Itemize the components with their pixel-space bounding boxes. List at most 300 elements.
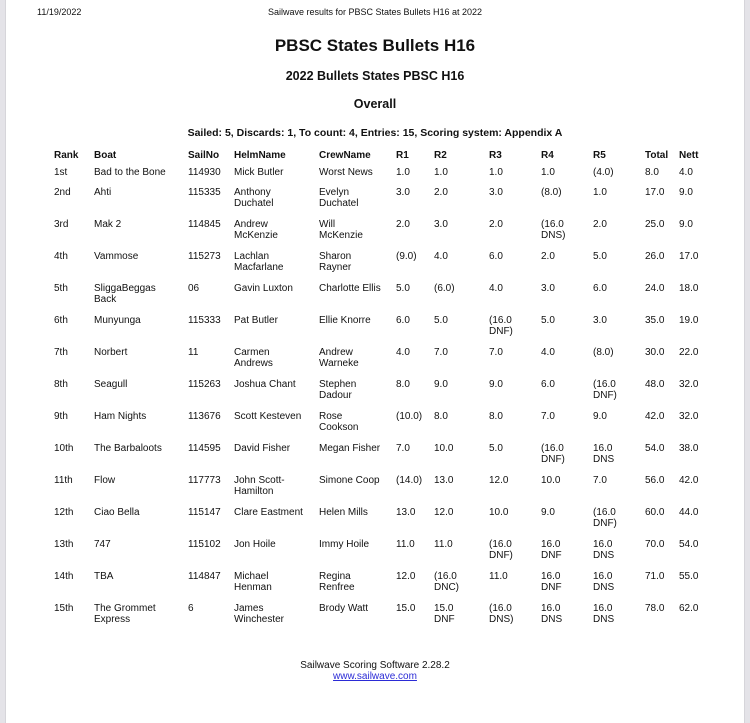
race-1-value: 3.0 — [396, 187, 410, 198]
race-1-value: 11.0 — [396, 539, 415, 550]
nett-value: 22.0 — [679, 347, 699, 358]
cell-race-1 — [396, 507, 434, 539]
sail-number-value: 115263 — [188, 379, 221, 390]
race-4-value: 1.0 — [541, 167, 555, 178]
cell-boat — [94, 315, 188, 347]
race-5-value: 1.0 — [593, 187, 607, 198]
table-row — [50, 379, 713, 411]
rank-value: 8th — [54, 379, 68, 390]
cell-race-4 — [541, 571, 593, 603]
race-3-value: 10.0 — [489, 507, 509, 518]
race-1-value: 5.0 — [396, 283, 410, 294]
column-header-race-3: R3 — [489, 150, 502, 161]
cell-boat — [94, 571, 188, 603]
rank-value: 13th — [54, 539, 74, 550]
race-4-value: 16.0 DNS — [541, 603, 563, 625]
rank-value: 1st — [54, 167, 68, 178]
cell-total — [645, 443, 679, 475]
race-1-value: 15.0 — [396, 603, 416, 614]
sail-number-value: 115102 — [188, 539, 221, 550]
nett-value: 9.0 — [679, 219, 693, 230]
sail-number-value: 115273 — [188, 251, 221, 262]
cell-race-3 — [489, 187, 541, 219]
race-5-value: (16.0 DNF) — [593, 507, 617, 529]
race-2-value: 4.0 — [434, 251, 448, 262]
cell-helm-name — [234, 411, 319, 443]
table-row — [50, 411, 713, 443]
race-1-value: (10.0) — [396, 411, 423, 422]
race-5-value: 7.0 — [593, 475, 607, 486]
nett-value: 19.0 — [679, 315, 699, 326]
cell-race-3 — [489, 603, 541, 635]
cell-crew-name — [319, 603, 396, 635]
cell-rank — [50, 603, 94, 635]
cell-race-2 — [434, 603, 489, 635]
cell-helm-name — [234, 475, 319, 507]
race-2-value: 7.0 — [434, 347, 448, 358]
cell-race-1 — [396, 603, 434, 635]
column-header-helm-name: HelmName — [234, 150, 286, 161]
cell-race-3 — [489, 443, 541, 475]
sail-number-value: 06 — [188, 283, 200, 294]
cell-crew-name — [319, 571, 396, 603]
race-2-value: (6.0) — [434, 283, 455, 294]
cell-nett — [679, 167, 713, 187]
cell-rank — [50, 251, 94, 283]
nett-value: 32.0 — [679, 411, 699, 422]
nett-value: 62.0 — [679, 603, 699, 614]
helm-name-value: David Fisher — [234, 443, 291, 454]
crew-name-value: Immy Hoile — [319, 539, 370, 550]
cell-race-1 — [396, 347, 434, 379]
cell-crew-name — [319, 539, 396, 571]
race-3-value: (16.0 DNF) — [489, 315, 513, 337]
race-3-value: 2.0 — [489, 219, 503, 230]
cell-race-4 — [541, 475, 593, 507]
race-5-value: 5.0 — [593, 251, 607, 262]
cell-total — [645, 167, 679, 187]
column-header-sail-number: SailNo — [188, 150, 220, 161]
crew-name-value: Simone Coop — [319, 475, 380, 486]
cell-sail-number — [188, 507, 234, 539]
cell-race-5 — [593, 571, 645, 603]
cell-race-4 — [541, 187, 593, 219]
crew-name-value: Stephen Dadour — [319, 379, 357, 401]
helm-name-value: Anthony Duchatel — [234, 187, 274, 209]
cell-crew-name — [319, 475, 396, 507]
column-header-race-1: R1 — [396, 150, 409, 161]
total-value: 60.0 — [645, 507, 665, 518]
sail-number-value: 11 — [188, 347, 199, 358]
table-row — [50, 347, 713, 379]
cell-race-2 — [434, 167, 489, 187]
race-5-value: 9.0 — [593, 411, 607, 422]
cell-race-1 — [396, 571, 434, 603]
cell-race-5 — [593, 167, 645, 187]
boat-value: Ahti — [94, 187, 112, 198]
cell-total — [645, 347, 679, 379]
cell-total — [645, 219, 679, 251]
cell-race-1 — [396, 443, 434, 475]
total-value: 56.0 — [645, 475, 665, 486]
race-3-value: 9.0 — [489, 379, 503, 390]
cell-sail-number — [188, 219, 234, 251]
cell-race-3 — [489, 475, 541, 507]
race-5-value: (16.0 DNF) — [593, 379, 617, 401]
total-value: 24.0 — [645, 283, 665, 294]
results-header-row — [50, 146, 713, 167]
cell-crew-name — [319, 379, 396, 411]
cell-rank — [50, 507, 94, 539]
cell-sail-number — [188, 475, 234, 507]
helm-name-value: Michael Henman — [234, 571, 272, 593]
cell-boat — [94, 507, 188, 539]
cell-race-5 — [593, 507, 645, 539]
cell-race-5 — [593, 219, 645, 251]
cell-total — [645, 475, 679, 507]
cell-helm-name — [234, 347, 319, 379]
cell-nett — [679, 283, 713, 315]
cell-race-2 — [434, 379, 489, 411]
helm-name-value: Scott Kesteven — [234, 411, 302, 422]
race-4-value: (8.0) — [541, 187, 562, 198]
boat-value: Bad to the Bone — [94, 167, 166, 178]
helm-name-value: Clare Eastment — [234, 507, 303, 518]
cell-helm-name — [234, 167, 319, 187]
cell-total — [645, 603, 679, 635]
cell-sail-number — [188, 571, 234, 603]
helm-name-value: Joshua Chant — [234, 379, 296, 390]
race-2-value: (16.0 DNC) — [434, 571, 459, 593]
table-row — [50, 443, 713, 475]
boat-value: The Grommet Express — [94, 603, 156, 625]
crew-name-value: Regina Renfree — [319, 571, 355, 593]
race-3-value: 12.0 — [489, 475, 509, 486]
race-2-value: 12.0 — [434, 507, 454, 518]
boat-value: 747 — [94, 539, 111, 550]
table-row — [50, 603, 713, 635]
column-header-race-5: R5 — [593, 150, 606, 161]
cell-race-2 — [434, 283, 489, 315]
race-3-value: 6.0 — [489, 251, 503, 262]
cell-sail-number — [188, 411, 234, 443]
boat-value: Flow — [94, 475, 116, 486]
cell-total — [645, 283, 679, 315]
cell-total — [645, 251, 679, 283]
cell-boat — [94, 187, 188, 219]
nett-value: 18.0 — [679, 283, 699, 294]
cell-rank — [50, 571, 94, 603]
race-4-value: (16.0 DNF) — [541, 443, 565, 465]
race-3-value: 4.0 — [489, 283, 503, 294]
cell-race-5 — [593, 539, 645, 571]
rank-value: 11th — [54, 475, 73, 486]
cell-crew-name — [319, 315, 396, 347]
rank-value: 14th — [54, 571, 74, 582]
race-1-value: 6.0 — [396, 315, 410, 326]
cell-rank — [50, 411, 94, 443]
cell-race-4 — [541, 379, 593, 411]
cell-race-4 — [541, 315, 593, 347]
cell-race-5 — [593, 603, 645, 635]
total-value: 35.0 — [645, 315, 665, 326]
cell-helm-name — [234, 443, 319, 475]
cell-race-1 — [396, 219, 434, 251]
boat-value: Seagull — [94, 379, 128, 390]
cell-race-5 — [593, 315, 645, 347]
table-row — [50, 571, 713, 603]
cell-race-2 — [434, 443, 489, 475]
cell-sail-number — [188, 167, 234, 187]
race-1-value: 7.0 — [396, 443, 410, 454]
sailwave-link[interactable]: www.sailwave.com — [333, 671, 417, 682]
crew-name-value: Evelyn Duchatel — [319, 187, 359, 209]
helm-name-value: Mick Butler — [234, 167, 284, 178]
rank-value: 10th — [54, 443, 74, 454]
rank-value: 15th — [54, 603, 74, 614]
cell-total — [645, 539, 679, 571]
table-row — [50, 507, 713, 539]
cell-crew-name — [319, 219, 396, 251]
crew-name-value: Megan Fisher — [319, 443, 381, 454]
cell-race-5 — [593, 347, 645, 379]
total-value: 71.0 — [645, 571, 665, 582]
race-1-value: 2.0 — [396, 219, 410, 230]
nett-value: 44.0 — [679, 507, 699, 518]
helm-name-value: James Winchester — [234, 603, 285, 625]
race-3-value: 7.0 — [489, 347, 503, 358]
cell-rank — [50, 219, 94, 251]
cell-boat — [94, 251, 188, 283]
boat-value: Munyunga — [94, 315, 141, 326]
cell-boat — [94, 539, 188, 571]
race-4-value: 6.0 — [541, 379, 555, 390]
race-5-value: 16.0 DNS — [593, 443, 615, 465]
cell-race-4 — [541, 251, 593, 283]
cell-race-1 — [396, 167, 434, 187]
cell-sail-number — [188, 187, 234, 219]
cell-race-4 — [541, 411, 593, 443]
cell-helm-name — [234, 603, 319, 635]
cell-race-2 — [434, 251, 489, 283]
column-header-race-4: R4 — [541, 150, 554, 161]
cell-crew-name — [319, 347, 396, 379]
race-4-value: 3.0 — [541, 283, 555, 294]
race-5-value: 16.0 DNS — [593, 571, 615, 593]
race-3-value: 1.0 — [489, 167, 503, 178]
cell-race-4 — [541, 443, 593, 475]
cell-race-3 — [489, 167, 541, 187]
cell-boat — [94, 347, 188, 379]
crew-name-value: Brody Watt — [319, 603, 369, 614]
cell-boat — [94, 219, 188, 251]
cell-race-5 — [593, 411, 645, 443]
nett-value: 55.0 — [679, 571, 699, 582]
race-1-value: 8.0 — [396, 379, 410, 390]
rank-value: 6th — [54, 315, 68, 326]
cell-rank — [50, 443, 94, 475]
cell-sail-number — [188, 283, 234, 315]
cell-crew-name — [319, 251, 396, 283]
cell-race-5 — [593, 379, 645, 411]
table-row — [50, 315, 713, 347]
race-4-value: 5.0 — [541, 315, 555, 326]
race-1-value: 4.0 — [396, 347, 410, 358]
cell-race-1 — [396, 283, 434, 315]
rank-value: 9th — [54, 411, 68, 422]
cell-rank — [50, 167, 94, 187]
cell-race-3 — [489, 219, 541, 251]
total-value: 42.0 — [645, 411, 665, 422]
cell-sail-number — [188, 443, 234, 475]
race-3-value: (16.0 DNS) — [489, 603, 514, 625]
cell-rank — [50, 315, 94, 347]
crew-name-value: Andrew Warneke — [319, 347, 359, 369]
crew-name-value: Rose Cookson — [319, 411, 359, 433]
total-value: 70.0 — [645, 539, 665, 550]
table-row — [50, 283, 713, 315]
cell-race-5 — [593, 251, 645, 283]
cell-crew-name — [319, 411, 396, 443]
cell-race-2 — [434, 219, 489, 251]
cell-nett — [679, 603, 713, 635]
sail-number-value: 114930 — [188, 167, 221, 178]
sail-number-value: 6 — [188, 603, 194, 614]
helm-name-value: Carmen Andrews — [234, 347, 273, 369]
cell-total — [645, 315, 679, 347]
cell-crew-name — [319, 507, 396, 539]
race-3-value: (16.0 DNF) — [489, 539, 513, 561]
boat-value: Ham Nights — [94, 411, 147, 422]
race-5-value: 2.0 — [593, 219, 607, 230]
cell-race-2 — [434, 411, 489, 443]
race-2-value: 3.0 — [434, 219, 448, 230]
cell-race-1 — [396, 187, 434, 219]
table-row — [50, 475, 713, 507]
cell-rank — [50, 475, 94, 507]
cell-total — [645, 571, 679, 603]
cell-race-2 — [434, 571, 489, 603]
crew-name-value: Ellie Knorre — [319, 315, 371, 326]
cell-race-1 — [396, 379, 434, 411]
cell-nett — [679, 251, 713, 283]
cell-nett — [679, 539, 713, 571]
total-value: 17.0 — [645, 187, 665, 198]
cell-race-2 — [434, 539, 489, 571]
column-header-race-2: R2 — [434, 150, 447, 161]
column-header-total: Total — [645, 150, 669, 161]
cell-race-5 — [593, 443, 645, 475]
race-5-value: 6.0 — [593, 283, 607, 294]
cell-race-5 — [593, 475, 645, 507]
race-4-value: 16.0 DNF — [541, 539, 562, 561]
column-header-nett: Nett — [679, 150, 699, 161]
race-1-value: 1.0 — [396, 167, 410, 178]
cell-race-3 — [489, 283, 541, 315]
rank-value: 5th — [54, 283, 68, 294]
cell-boat — [94, 379, 188, 411]
rank-value: 4th — [54, 251, 68, 262]
cell-nett — [679, 443, 713, 475]
software-credit: Sailwave Scoring Software 2.28.2 — [300, 660, 450, 671]
cell-race-3 — [489, 571, 541, 603]
cell-crew-name — [319, 187, 396, 219]
cell-race-5 — [593, 187, 645, 219]
cell-sail-number — [188, 379, 234, 411]
cell-helm-name — [234, 219, 319, 251]
nett-value: 17.0 — [679, 251, 699, 262]
helm-name-value: Gavin Luxton — [234, 283, 293, 294]
cell-total — [645, 507, 679, 539]
footer — [0, 660, 750, 682]
column-header-crew-name: CrewName — [319, 150, 371, 161]
results-body — [50, 167, 713, 635]
total-value: 8.0 — [645, 167, 659, 178]
cell-race-1 — [396, 251, 434, 283]
race-5-value: 16.0 DNS — [593, 603, 615, 625]
cell-race-1 — [396, 539, 434, 571]
boat-value: SliggaBeggas Back — [94, 283, 156, 305]
sail-number-value: 115335 — [188, 187, 221, 198]
rank-value: 7th — [54, 347, 68, 358]
cell-helm-name — [234, 315, 319, 347]
race-2-value: 1.0 — [434, 167, 448, 178]
cell-race-4 — [541, 507, 593, 539]
helm-name-value: Andrew McKenzie — [234, 219, 278, 241]
cell-rank — [50, 379, 94, 411]
boat-value: TBA — [94, 571, 114, 582]
table-row — [50, 167, 713, 187]
sail-number-value: 114847 — [188, 571, 221, 582]
crew-name-value: Charlotte Ellis — [319, 283, 381, 294]
cell-nett — [679, 315, 713, 347]
table-row — [50, 539, 713, 571]
race-3-value: 11.0 — [489, 571, 508, 582]
event-title: PBSC States Bullets H16 — [274, 36, 476, 55]
table-row — [50, 219, 713, 251]
boat-value: The Barbaloots — [94, 443, 162, 454]
cell-race-2 — [434, 315, 489, 347]
crew-name-value: Helen Mills — [319, 507, 368, 518]
print-date: 11/19/2022 — [37, 7, 82, 17]
cell-boat — [94, 475, 188, 507]
cell-rank — [50, 187, 94, 219]
race-2-value: 10.0 — [434, 443, 454, 454]
cell-boat — [94, 167, 188, 187]
race-5-value: 3.0 — [593, 315, 607, 326]
cell-helm-name — [234, 379, 319, 411]
cell-race-3 — [489, 507, 541, 539]
race-1-value: 12.0 — [396, 571, 416, 582]
crew-name-value: Will McKenzie — [319, 219, 363, 241]
race-4-value: 9.0 — [541, 507, 555, 518]
nett-value: 38.0 — [679, 443, 699, 454]
race-4-value: 10.0 — [541, 475, 561, 486]
cell-helm-name — [234, 187, 319, 219]
nett-value: 32.0 — [679, 379, 699, 390]
cell-race-2 — [434, 347, 489, 379]
cell-race-5 — [593, 283, 645, 315]
cell-boat — [94, 603, 188, 635]
cell-crew-name — [319, 443, 396, 475]
cell-race-1 — [396, 475, 434, 507]
event-subtitle: 2022 Bullets States PBSC H16 — [285, 69, 465, 83]
race-4-value: 7.0 — [541, 411, 555, 422]
cell-total — [645, 379, 679, 411]
race-5-value: (4.0) — [593, 167, 614, 178]
cell-sail-number — [188, 251, 234, 283]
cell-race-1 — [396, 411, 434, 443]
